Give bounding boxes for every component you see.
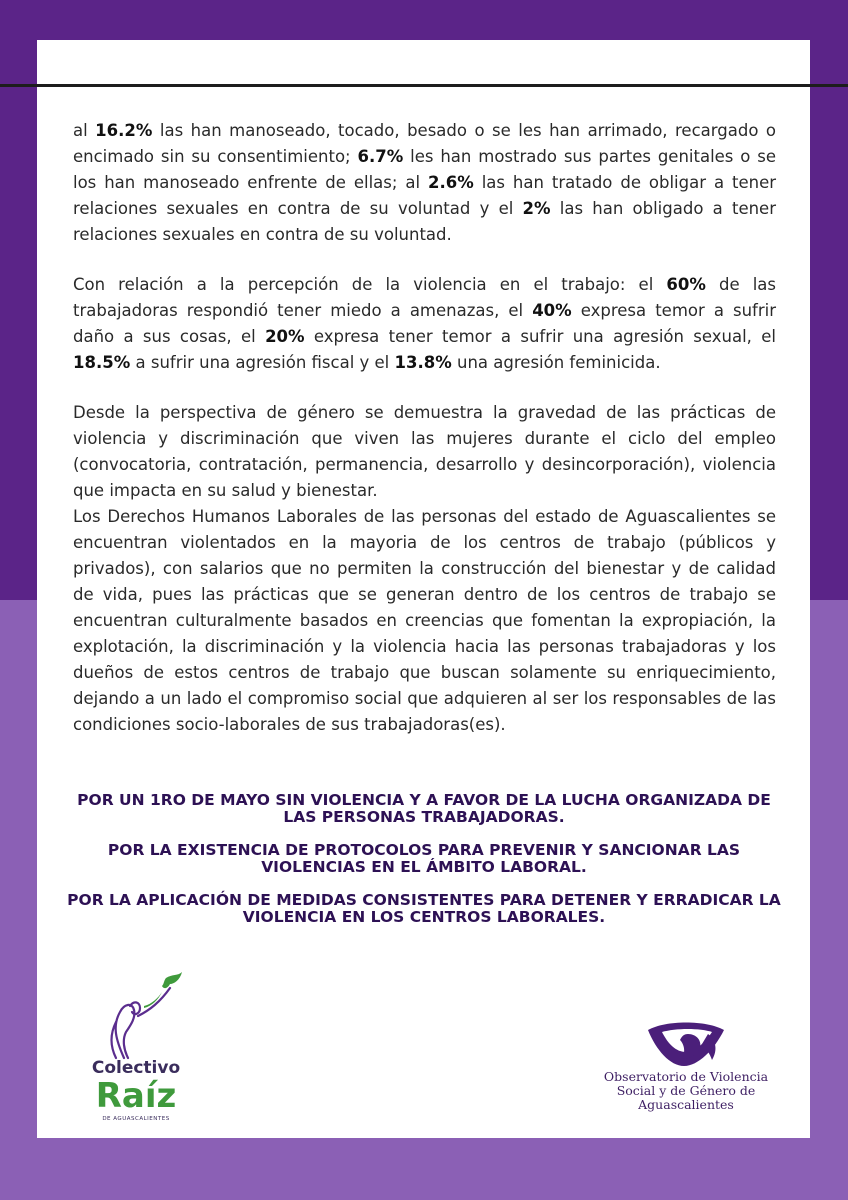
stat-figure: 13.8% (394, 353, 452, 372)
stat-figure: 18.5% (73, 353, 131, 372)
paragraph-perception-violence (73, 272, 776, 376)
paragraph-text: Desde la perspectiva de género se demuestra la gravedad de las prácticas de violencia y discriminación que viven las mujeres durante el ciclo del empleo (convocatoria, contratación, permanencia, desarrollo y desincorporación), violencia que impacta en su salud y bienestar. (73, 403, 776, 500)
paragraph-text: Los Derechos Humanos Laborales de las personas del estado de Aguascalientes se encuentran violentados en la mayoria de los centros de trabajo (públicos y privados), con salarios que no permiten la construcción del bienestar y de calidad de vida, pues las prácticas que se generan dentro de los centros de trabajo se encuentran culturalmente basados en creencias que fomentan la expropiación, la explotación, la discriminación y la violencia hacia las personas trabajadoras y los dueños de estos centros de trabajo que buscan solamente su enriquecimiento, dejando a un lado el compromiso social que adquieren al ser los responsables de las condiciones socio-laborales de sus trabajadoras(es). (73, 507, 776, 734)
slogans-block (60, 792, 788, 942)
paragraph-gender-perspective (73, 400, 776, 504)
stat-figure: 6.7% (357, 147, 404, 166)
stat-figure: 60% (666, 275, 706, 294)
text-segment: expresa temor a sufrir daño a sus cosas, el (73, 301, 776, 346)
slogan-1: POR UN 1RO DE MAYO SIN VIOLENCIA Y A FAVOR DE LA LUCHA ORGANIZADA DE LAS PERSONAS TRABAJADORAS. (77, 791, 771, 826)
observatorio-logo (596, 1020, 776, 1120)
observatorio-line2: Social y de Género de (616, 1083, 756, 1098)
text-segment: las han manoseado, tocado, besado o se les han arrimado, recargado o encimado sin su consentimiento; (73, 121, 776, 166)
woman-dove-icon (86, 970, 186, 1060)
stat-figure: 20% (265, 327, 305, 346)
header-rule (0, 84, 848, 87)
text-segment: expresa tener temor a sufrir una agresión sexual, el (304, 327, 776, 346)
slogan-3: POR LA APLICACIÓN DE MEDIDAS CONSISTENTES PARA DETENER Y ERRADICAR LA VIOLENCIA EN LOS CENTROS LABORALES. (67, 891, 781, 926)
text-segment: les han mostrado sus partes genitales o se los han manoseado enfrente de ellas; al (73, 147, 776, 192)
logo-left-line1: Colectivo (91, 1058, 181, 1078)
logo-left-line3: DE AGUASCALIENTES (102, 1116, 170, 1122)
stat-figure: 2.6% (428, 173, 474, 192)
paragraph-statistics-harassment (73, 118, 776, 248)
text-segment: una agresión feminicida. (451, 353, 661, 372)
stat-figure: 40% (532, 301, 572, 320)
stat-figure: 2% (522, 199, 551, 218)
text-segment: de las trabajadoras respondió tener miedo a amenazas, el (73, 275, 776, 320)
colectivo-raiz-logo (86, 970, 186, 1130)
observatorio-text (596, 1070, 776, 1112)
eye-silhouette-icon (596, 1020, 776, 1068)
paragraph-labor-rights (73, 504, 776, 738)
logo-left-line2: Raíz (95, 1076, 177, 1116)
observatorio-line1: Observatorio de Violencia (603, 1069, 769, 1084)
text-segment: las han tratado de obligar a tener relaciones sexuales en contra de su voluntad y el (73, 173, 777, 218)
slogan-2: POR LA EXISTENCIA DE PROTOCOLOS PARA PREVENIR Y SANCIONAR LAS VIOLENCIAS EN EL ÁMBITO LABORAL. (107, 841, 741, 876)
stat-figure: 16.2% (95, 121, 153, 140)
text-segment: al (73, 121, 96, 140)
text-segment: las han obligado a tener relaciones sexuales en contra de su voluntad. (73, 199, 776, 244)
observatorio-line3: Aguascalientes (638, 1097, 734, 1112)
text-segment: Con relación a la percepción de la violencia en el trabajo: el (73, 275, 667, 294)
text-segment: a sufrir una agresión fiscal y el (130, 353, 395, 372)
